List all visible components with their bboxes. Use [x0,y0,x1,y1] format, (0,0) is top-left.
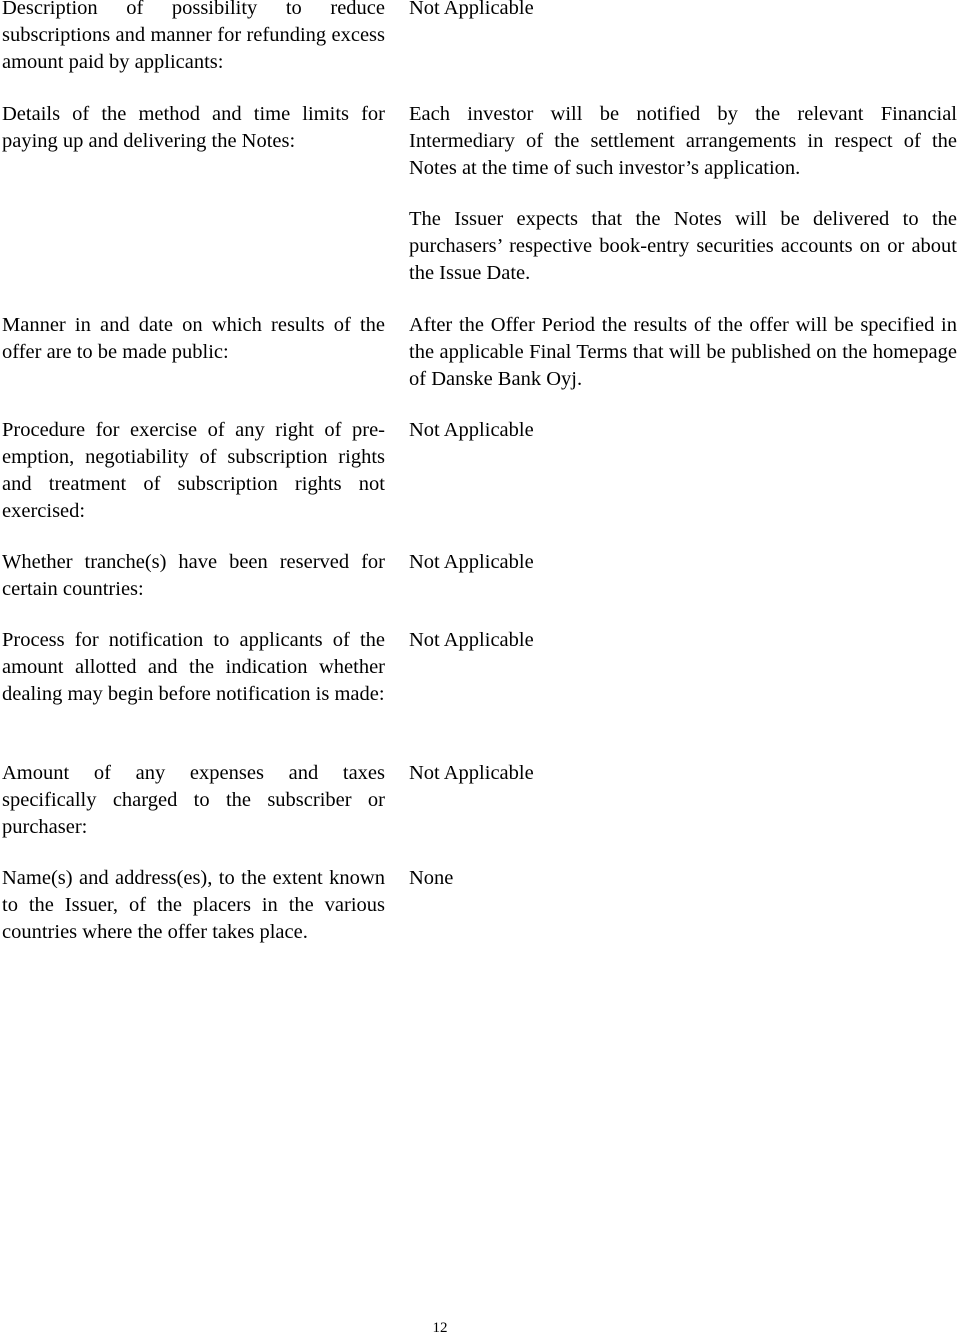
value-paragraph: After the Offer Period the results of the offer will be specified in the applicable Final Terms that will be published on the homepage of Danske Bank Oyj. [409,314,957,390]
row-label: Name(s) and address(es), to the extent known to the Issuer, of the placers in the various countries where the offer takes place. [2,867,385,943]
value-paragraph: Not Applicable [409,551,534,573]
row-label: Whether tranche(s) have been reserved for certain countries: [2,551,385,600]
row-value [409,549,957,576]
value-paragraph: Each investor will be notified by the relevant Financial Intermediary of the settlement arrangements in respect of the Notes at the time of such investor’s application. [409,103,957,179]
row-value [409,417,957,444]
page-number: 12 [432,1320,448,1336]
row-value [409,760,957,787]
row-value [409,0,957,22]
row-value [409,865,957,892]
row-label: Manner in and date on which results of the offer are to be made public: [2,314,385,363]
value-paragraph: Not Applicable [409,419,534,441]
row-label: Amount of any expenses and taxes specifically charged to the subscriber or purchaser: [2,762,385,838]
row-value [409,312,957,393]
row-label: Description of possibility to reduce subscriptions and manner for refunding excess amount paid by applicants: [2,0,385,73]
value-paragraph: The Issuer expects that the Notes will be delivered to the purchasers’ respective book-entry securities accounts on or about the Issue Date. [409,208,957,284]
row-value [409,101,957,287]
value-paragraph: None [409,867,454,889]
value-paragraph: Not Applicable [409,0,534,19]
row-label: Process for notification to applicants of the amount allotted and the indication whether dealing may begin before notification is made: [2,629,385,705]
row-value [409,627,957,654]
row-label: Procedure for exercise of any right of pre-emption, negotiability of subscription rights and treatment of subscription rights not exercised: [2,419,385,522]
row-label: Details of the method and time limits for paying up and delivering the Notes: [2,103,385,152]
value-paragraph: Not Applicable [409,762,534,784]
value-paragraph: Not Applicable [409,629,534,651]
